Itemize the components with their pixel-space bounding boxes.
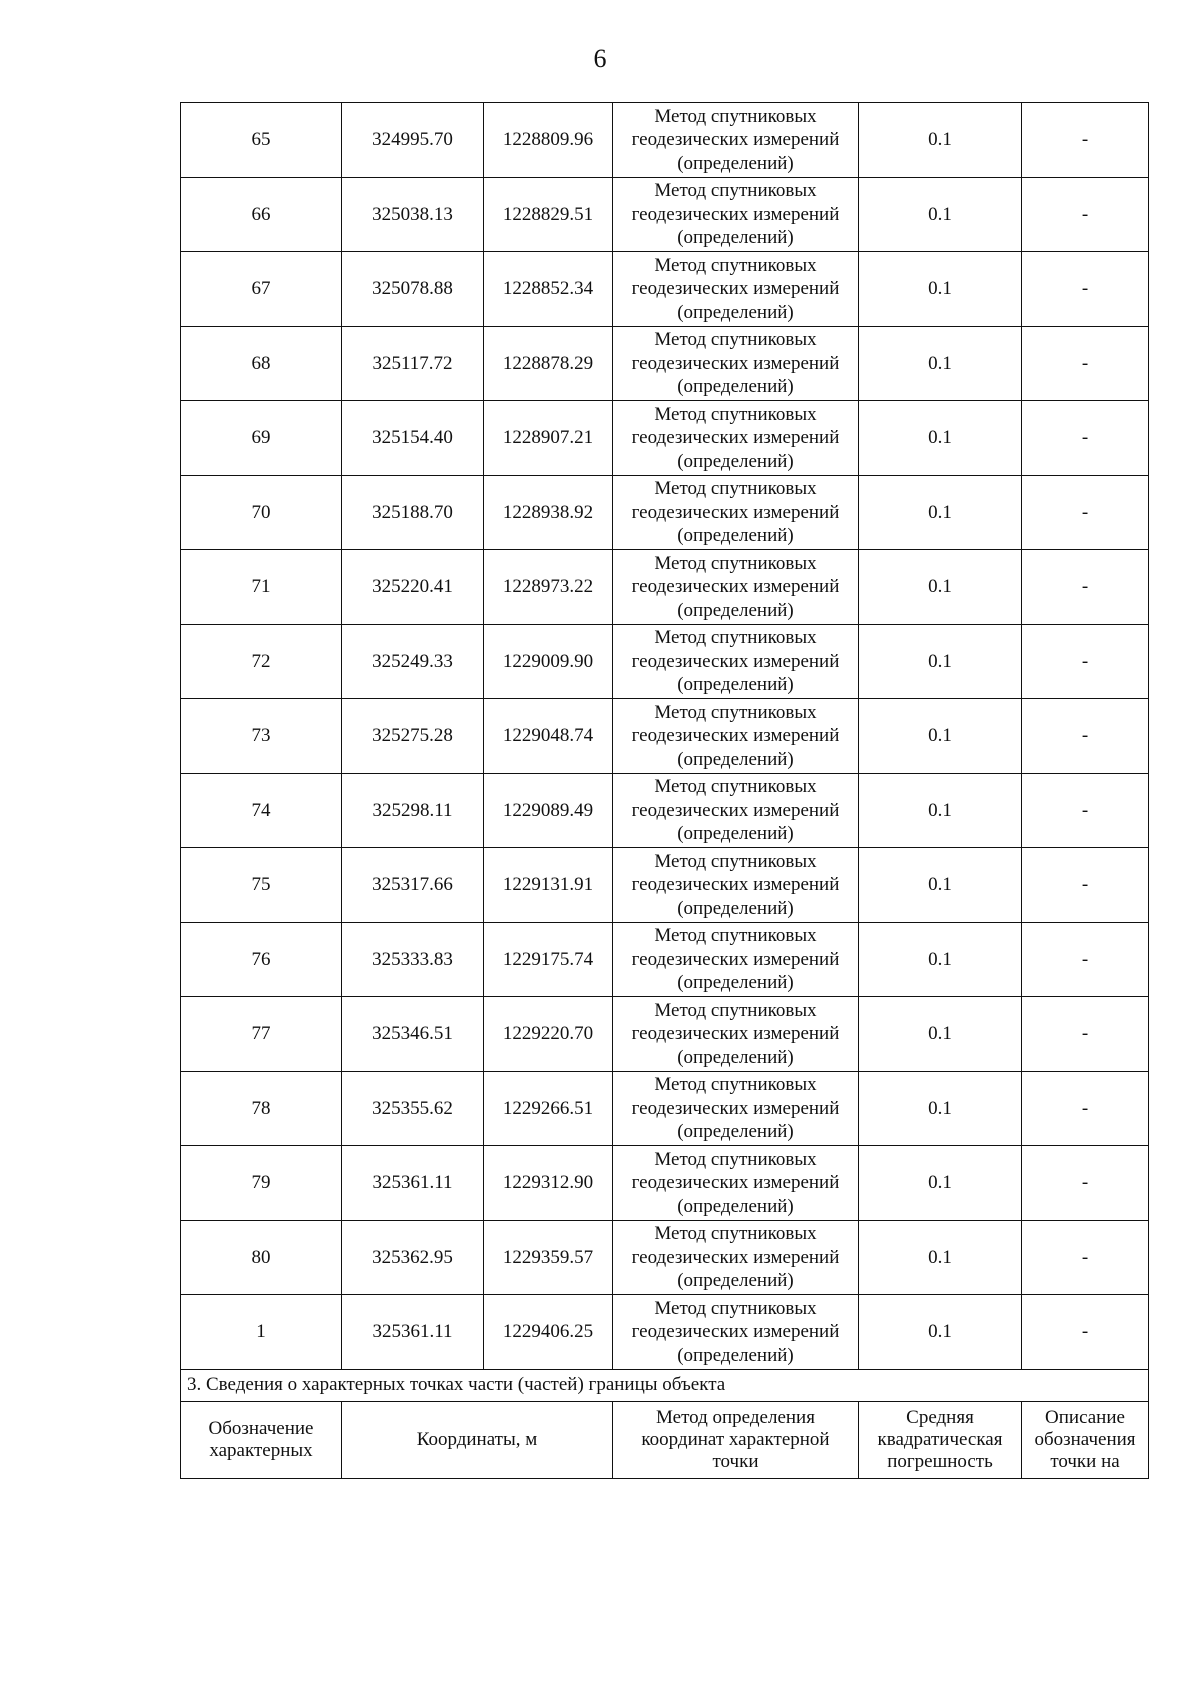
method-line: Метод спутниковых: [654, 478, 817, 499]
table-row: [181, 252, 1149, 327]
method-line: Метод спутниковых: [654, 254, 817, 276]
point-number-cell: 72: [181, 624, 342, 699]
header-description: [1022, 1401, 1149, 1478]
method-line: Метод спутниковых: [654, 1223, 817, 1244]
x-coordinate-cell: 325298.11: [342, 773, 484, 848]
table-row: [181, 1146, 1149, 1221]
method-cell: [613, 848, 859, 923]
x-coordinate-cell: 325078.88: [342, 252, 484, 327]
table-row: [181, 326, 1149, 401]
y-coordinate-cell: 1228938.92: [484, 475, 613, 550]
method-line: Метод спутниковых: [654, 850, 817, 872]
header-method-line: Метод определения: [656, 1406, 815, 1428]
method-cell: [613, 475, 859, 550]
method-line: Метод спутниковых: [654, 1148, 817, 1170]
error-cell: 0.1: [859, 997, 1022, 1072]
point-number-cell: 71: [181, 550, 342, 625]
method-line: геодезических измерений: [631, 129, 840, 150]
method-cell: [613, 1146, 859, 1221]
header-method-line: координат характерной: [641, 1428, 830, 1450]
description-cell: -: [1022, 177, 1149, 252]
method-line: геодезических измерений: [631, 501, 840, 523]
x-coordinate-cell: 325333.83: [342, 922, 484, 997]
method-cell: [613, 252, 859, 327]
method-cell: [613, 550, 859, 625]
method-line: геодезических измерений: [631, 1097, 840, 1119]
y-coordinate-cell: 1229220.70: [484, 997, 613, 1072]
y-coordinate-cell: 1229089.49: [484, 773, 613, 848]
method-line: геодезических измерений: [631, 725, 840, 746]
y-coordinate-cell: 1229406.25: [484, 1295, 613, 1370]
header-error: [859, 1401, 1022, 1478]
x-coordinate-cell: 325220.41: [342, 550, 484, 625]
method-line: геодезических измерений: [631, 278, 840, 299]
table-row: [181, 699, 1149, 774]
description-cell: -: [1022, 401, 1149, 476]
error-cell: 0.1: [859, 699, 1022, 774]
point-number-cell: 74: [181, 773, 342, 848]
table-row: [181, 1220, 1149, 1295]
error-cell: 0.1: [859, 177, 1022, 252]
point-number-cell: 69: [181, 401, 342, 476]
x-coordinate-cell: 325361.11: [342, 1146, 484, 1221]
header-designation: [181, 1401, 342, 1478]
method-line: геодезических измерений: [631, 1321, 840, 1342]
table-row: [181, 177, 1149, 252]
error-cell: 0.1: [859, 773, 1022, 848]
point-number-cell: 76: [181, 922, 342, 997]
method-line: (определений): [677, 674, 794, 695]
method-line: геодезических измерений: [631, 650, 840, 672]
table-row: [181, 997, 1149, 1072]
method-cell: [613, 1071, 859, 1146]
description-cell: -: [1022, 1295, 1149, 1370]
description-cell: -: [1022, 1146, 1149, 1221]
method-cell: [613, 1295, 859, 1370]
x-coordinate-cell: 325317.66: [342, 848, 484, 923]
description-cell: -: [1022, 1220, 1149, 1295]
description-cell: -: [1022, 252, 1149, 327]
description-cell: -: [1022, 773, 1149, 848]
method-line: геодезических измерений: [631, 1023, 840, 1044]
method-cell: [613, 103, 859, 178]
section-3-header-row: [181, 1401, 1149, 1478]
method-line: (определений): [677, 1121, 794, 1142]
error-cell: 0.1: [859, 475, 1022, 550]
y-coordinate-cell: 1229131.91: [484, 848, 613, 923]
x-coordinate-cell: 325038.13: [342, 177, 484, 252]
x-coordinate-cell: 325188.70: [342, 475, 484, 550]
point-number-cell: 68: [181, 326, 342, 401]
method-line: геодезических измерений: [631, 576, 840, 597]
method-line: геодезических измерений: [631, 1172, 840, 1193]
method-line: Метод спутниковых: [654, 1074, 817, 1095]
method-line: (определений): [677, 897, 794, 919]
y-coordinate-cell: 1228973.22: [484, 550, 613, 625]
error-cell: 0.1: [859, 922, 1022, 997]
method-line: (определений): [677, 227, 794, 248]
method-cell: [613, 177, 859, 252]
description-cell: -: [1022, 550, 1149, 625]
table-row: [181, 1295, 1149, 1370]
method-line: (определений): [677, 525, 794, 546]
description-cell: -: [1022, 848, 1149, 923]
table-row: [181, 848, 1149, 923]
method-line: геодезических измерений: [631, 948, 840, 970]
point-number-cell: 65: [181, 103, 342, 178]
point-number-cell: 67: [181, 252, 342, 327]
method-line: Метод спутниковых: [654, 403, 817, 425]
table-row: [181, 550, 1149, 625]
point-number-cell: 78: [181, 1071, 342, 1146]
header-error-line: Средняя: [906, 1406, 974, 1428]
error-cell: 0.1: [859, 848, 1022, 923]
method-line: (определений): [677, 1270, 794, 1291]
method-line: Метод спутниковых: [654, 329, 817, 350]
point-number-cell: 77: [181, 997, 342, 1072]
description-cell: -: [1022, 103, 1149, 178]
method-cell: [613, 1220, 859, 1295]
method-line: Метод спутниковых: [654, 180, 817, 201]
description-cell: -: [1022, 475, 1149, 550]
method-line: Метод спутниковых: [654, 925, 817, 946]
method-line: Метод спутниковых: [654, 1297, 817, 1319]
x-coordinate-cell: 325275.28: [342, 699, 484, 774]
table-row: [181, 1071, 1149, 1146]
method-line: Метод спутниковых: [654, 105, 817, 127]
x-coordinate-cell: 325249.33: [342, 624, 484, 699]
error-cell: 0.1: [859, 1295, 1022, 1370]
table-row: [181, 624, 1149, 699]
header-coordinates: Координаты, м: [342, 1401, 613, 1478]
x-coordinate-cell: 325346.51: [342, 997, 484, 1072]
table-row: [181, 475, 1149, 550]
table-row: [181, 773, 1149, 848]
y-coordinate-cell: 1228829.51: [484, 177, 613, 252]
method-line: (определений): [677, 301, 794, 323]
header-method: [613, 1401, 859, 1478]
y-coordinate-cell: 1228878.29: [484, 326, 613, 401]
header-designation-line: Обозначение: [208, 1417, 314, 1439]
point-number-cell: 1: [181, 1295, 342, 1370]
table-row: [181, 922, 1149, 997]
header-description-line: Описание: [1045, 1406, 1125, 1428]
error-cell: 0.1: [859, 1071, 1022, 1146]
section-3-row: [181, 1369, 1149, 1401]
header-description-line: точки на: [1050, 1450, 1120, 1472]
method-cell: [613, 922, 859, 997]
y-coordinate-cell: 1228809.96: [484, 103, 613, 178]
description-cell: -: [1022, 922, 1149, 997]
method-line: (определений): [677, 1195, 794, 1217]
error-cell: 0.1: [859, 1146, 1022, 1221]
method-cell: [613, 997, 859, 1072]
point-number-cell: 66: [181, 177, 342, 252]
y-coordinate-cell: 1228852.34: [484, 252, 613, 327]
y-coordinate-cell: 1229359.57: [484, 1220, 613, 1295]
header-description-line: обозначения: [1034, 1428, 1136, 1450]
method-line: Метод спутниковых: [654, 627, 817, 648]
method-line: Метод спутниковых: [654, 552, 817, 574]
method-line: (определений): [677, 1046, 794, 1068]
table-row: [181, 401, 1149, 476]
method-line: (определений): [677, 972, 794, 993]
error-cell: 0.1: [859, 252, 1022, 327]
method-line: геодезических измерений: [631, 1246, 840, 1268]
method-cell: [613, 699, 859, 774]
method-line: (определений): [677, 450, 794, 472]
method-line: (определений): [677, 748, 794, 770]
method-line: Метод спутниковых: [654, 776, 817, 797]
header-designation-line: характерных: [209, 1439, 313, 1461]
method-line: геодезических измерений: [631, 352, 840, 374]
description-cell: -: [1022, 699, 1149, 774]
y-coordinate-cell: 1229048.74: [484, 699, 613, 774]
method-cell: [613, 624, 859, 699]
point-number-cell: 70: [181, 475, 342, 550]
x-coordinate-cell: 325117.72: [342, 326, 484, 401]
x-coordinate-cell: 325355.62: [342, 1071, 484, 1146]
error-cell: 0.1: [859, 401, 1022, 476]
method-line: геодезических измерений: [631, 203, 840, 225]
x-coordinate-cell: 325362.95: [342, 1220, 484, 1295]
method-line: Метод спутниковых: [654, 999, 817, 1021]
method-line: (определений): [677, 1344, 794, 1366]
method-line: геодезических измерений: [631, 874, 840, 895]
point-number-cell: 73: [181, 699, 342, 774]
page-number: 6: [593, 44, 607, 73]
y-coordinate-cell: 1229266.51: [484, 1071, 613, 1146]
y-coordinate-cell: 1229009.90: [484, 624, 613, 699]
method-cell: [613, 326, 859, 401]
x-coordinate-cell: 324995.70: [342, 103, 484, 178]
point-number-cell: 79: [181, 1146, 342, 1221]
error-cell: 0.1: [859, 624, 1022, 699]
header-error-line: погрешность: [887, 1450, 993, 1472]
method-line: (определений): [677, 152, 794, 174]
y-coordinate-cell: 1228907.21: [484, 401, 613, 476]
y-coordinate-cell: 1229175.74: [484, 922, 613, 997]
header-method-line: точки: [712, 1450, 759, 1472]
method-line: Метод спутниковых: [654, 701, 817, 723]
x-coordinate-cell: 325154.40: [342, 401, 484, 476]
error-cell: 0.1: [859, 1220, 1022, 1295]
description-cell: -: [1022, 997, 1149, 1072]
method-line: (определений): [677, 376, 794, 397]
description-cell: -: [1022, 624, 1149, 699]
method-cell: [613, 773, 859, 848]
header-error-line: квадратическая: [877, 1428, 1003, 1450]
method-line: геодезических измерений: [631, 427, 840, 448]
coordinates-table-body: [181, 103, 1149, 1370]
table-row: [181, 103, 1149, 178]
description-cell: -: [1022, 326, 1149, 401]
method-line: (определений): [677, 599, 794, 621]
y-coordinate-cell: 1229312.90: [484, 1146, 613, 1221]
error-cell: 0.1: [859, 326, 1022, 401]
point-number-cell: 80: [181, 1220, 342, 1295]
point-number-cell: 75: [181, 848, 342, 923]
coordinates-table: [180, 102, 1149, 1479]
x-coordinate-cell: 325361.11: [342, 1295, 484, 1370]
description-cell: -: [1022, 1071, 1149, 1146]
error-cell: 0.1: [859, 550, 1022, 625]
error-cell: 0.1: [859, 103, 1022, 178]
method-line: (определений): [677, 823, 794, 844]
section-3-title: 3. Сведения о характерных точках части (частей) границы объекта: [181, 1369, 1149, 1401]
method-cell: [613, 401, 859, 476]
method-line: геодезических измерений: [631, 799, 840, 821]
